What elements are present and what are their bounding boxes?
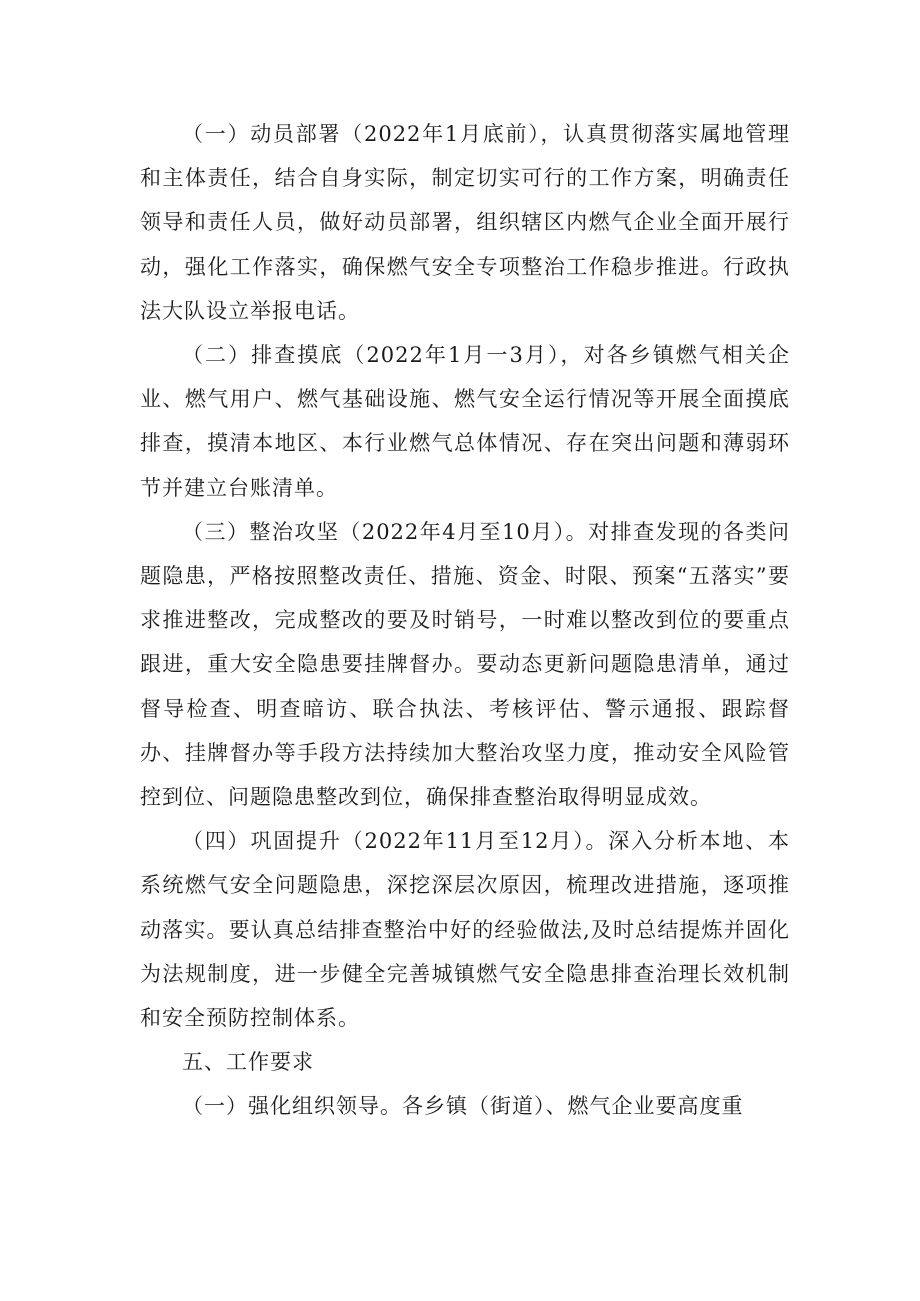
paragraph-organization: （一）强化组织领导。各乡镇（街道）、燃气企业要高度重 <box>182 1094 744 1119</box>
document-body <box>140 112 790 1129</box>
paragraph-rectification: （三）整治攻坚（2022年4月至10月）。对排查发现的各类问题隐患，严格按照整改责任、措施、资金、时限、预案“五落实”要求推进整改，完成整改的要及时销号，一时难以整改到位的要重点跟进，重大安全隐患要挂牌督办。要动态更新问题隐患清单，通过督导检查、明查暗访、联合执法、考核评估、警示通报、跟踪督办、挂牌督办等手段方法持续加大整治攻坚力度，推动安全风险管控到位、问题隐患整改到位，确保排查整治取得明显成效。 <box>140 519 790 810</box>
paragraph-mobilization: （一）动员部署（2022年1月底前），认真贯彻落实属地管理和主体责任，结合自身实际，制定切实可行的工作方案，明确责任领导和责任人员，做好动员部署，组织辖区内燃气企业全面开展行动，强化工作落实，确保燃气安全专项整治工作稳步推进。行政执法大队设立举报电话。 <box>140 122 790 323</box>
paragraph-investigation: （二）排查摸底（2022年1月一3月），对各乡镇燃气相关企业、燃气用户、燃气基础设施、燃气安全运行情况等开展全面摸底排查，摸清本地区、本行业燃气总体情况、存在突出问题和薄弱环节并建立台账清单。 <box>140 343 790 500</box>
paragraph-consolidation: （四）巩固提升（2022年11月至12月）。深入分析本地、本系统燃气安全问题隐患，深挖深层次原因，梳理改进措施，逐项推动落实。要认真总结排查整治中好的经验做法,及时总结提炼并固化为法规制度，进一步健全完善城镇燃气安全隐患排查治理长效机制和安全预防控制体系。 <box>140 829 790 1031</box>
section-heading: 五、工作要求 <box>182 1050 314 1075</box>
